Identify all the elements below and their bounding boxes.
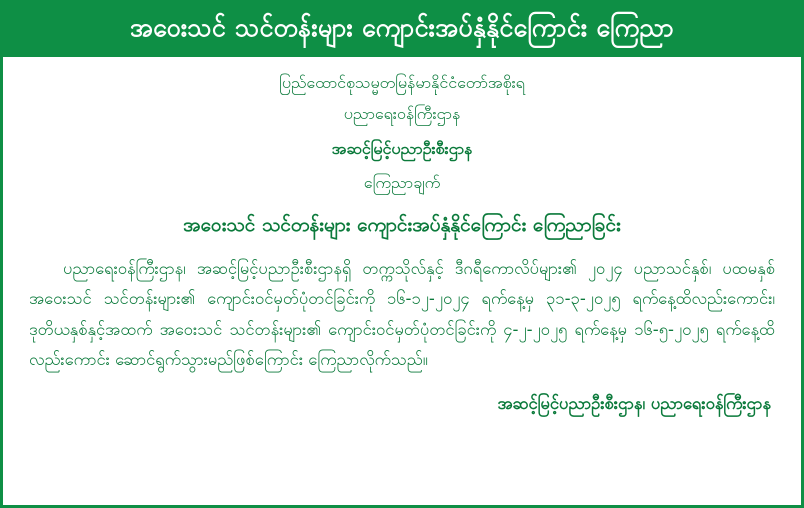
announcement-headline: အဝေးသင် သင်တန်းများ ကျောင်းအပ်နှံနိုင်ကြောင်း ကြေညာခြင်း	[183, 214, 621, 237]
issuer-department: အဆင့်မြင့်ပညာဦးစီးဌာန	[331, 138, 473, 158]
announcement-paragraph: ပညာရေးဝန်ကြီးဌာန၊ အဆင့်မြင့်ပညာဦးစီးဌာနရှိ တက္ကသိုလ်နှင့် ဒီဂရီကောလိပ်များ၏ ၂၀၂၄ ပညာသင်နှစ်၊ ပထမနှစ် အဝေးသင် သင်တန်းများ၏ ကျောင်းဝင်မှတ်ပုံတင်ခြင်းကို ၁၆-၁၂-၂၀၂၄ ရက်နေ့မှ ၃၁-၃-၂၀၂၅ ရက်နေ့ထိလည်းကောင်း၊ ဒုတိယနှစ်နှင့်အထက် အဝေးသင် သင်တန်းများ၏ ကျောင်းဝင်မှတ်ပုံတင်ခြင်းကို ၄-၂-၂၀၂၅ ရက်နေ့မှ ၁၆-၅-၂၀၂၅ ရက်နေ့ထိလည်းကောင်း ဆောင်ရွက်သွားမည်ဖြစ်ကြောင်း ကြေညာလိုက်သည်။	[29, 258, 775, 370]
signature-line: အဆင့်မြင့်ပညာဦးစီးဌာန၊ ပညာရေးဝန်ကြီးဌာန	[497, 393, 771, 413]
document-type-label: ကြေညာချက်	[363, 173, 441, 193]
banner-title: အဝေးသင် သင်တန်းများ ကျောင်းအပ်နှံနိုင်ကြောင်း ကြေညာ	[129, 13, 675, 42]
issuer-ministry: ပညာရေးဝန်ကြီးဌာန	[343, 103, 461, 123]
announcement-banner	[3, 3, 801, 57]
issuer-government: ပြည်ထောင်စုသမ္မတမြန်မာနိုင်ငံတော်အစိုးရ	[279, 73, 525, 92]
announcement-body	[3, 57, 801, 444]
